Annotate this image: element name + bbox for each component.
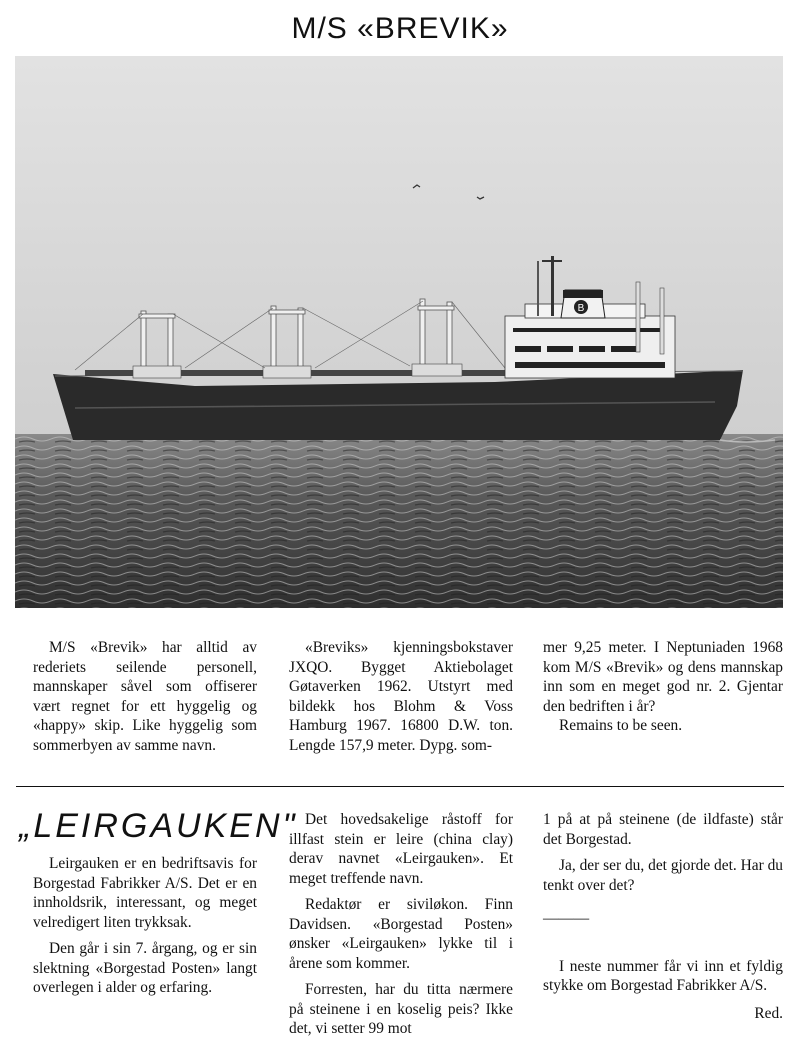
article2-paragraph: 1 på at på steinene (de ildfaste) står det Borgestad. <box>543 811 783 848</box>
article2-title: „LEIRGAUKEN" <box>19 807 298 845</box>
article2-paragraph: Redaktør er siviløkon. Finn Davidsen. «Borgestad Posten» ønsker «Leirgauken» lykke til i årene som kommer. <box>289 896 513 972</box>
article1-paragraph: M/S «Brevik» har alltid av rederiets seilende personell, mannskaper såvel som offiserer vært regnet for ett hyggelig og «happy» skip. Like hyggelig som sommerbyen av samme navn. <box>33 639 257 754</box>
article2-paragraph: Det hovedsakelige råstoff for illfast stein er leire (china clay) derav navnet «Leirgauken». Et meget treffende navn. <box>289 811 513 887</box>
funnel-logo-letter: B <box>577 303 585 314</box>
article1-column-3 <box>543 638 783 736</box>
article2-paragraph: I neste nummer får vi inn et fyldig stykke om Borgestad Fabrikker A/S. <box>543 957 783 994</box>
ship-photo <box>15 56 783 608</box>
article1-paragraph: mer 9,25 meter. I Neptuniaden 1968 kom M/S «Brevik» og dens mannskap inn som en meget god nr. 2. Gjentar den bedriften i år? <box>543 639 783 715</box>
article2-paragraph: Den går i sin 7. årgang, og er sin slektning «Borgestad Posten» langt overlegen i alder og erfaring. <box>33 940 257 996</box>
article1-closing-line: Remains to be seen. <box>559 717 683 734</box>
article2-column-3 <box>543 810 783 1023</box>
article1-paragraph: «Breviks» kjenningsbokstaver JXQO. Bygget Aktiebolaget Gøtaverken 1962. Utstyrt med bildekk hos Blohm & Voss Hamburg 1967. 16800 D.W. ton. Lengde 157,9 meter. Dypg. som- <box>289 639 513 754</box>
article2-column-2 <box>289 810 513 1039</box>
article2-signature: Red. <box>754 1004 783 1022</box>
article2-column-1 <box>19 806 298 998</box>
section-divider <box>16 786 784 787</box>
article2-paragraph: Forresten, har du titta nærmere på steinene i en koselig peis? Ikke det, vi setter 99 mot <box>289 981 513 1037</box>
page-title: M/S «BREVIK» <box>291 12 509 45</box>
article2-dash-separator: ——— <box>543 910 590 927</box>
article1-column-2 <box>289 638 513 755</box>
article1-column-1 <box>33 638 257 755</box>
article2-paragraph: Ja, der ser du, det gjorde det. Har du tenkt over det? <box>543 857 783 894</box>
article2-paragraph: Leirgauken er en bedriftsavis for Borgestad Fabrikker A/S. Det er en innholdsrik, interessant, og meget velredigert liten trykksak. <box>33 855 257 931</box>
